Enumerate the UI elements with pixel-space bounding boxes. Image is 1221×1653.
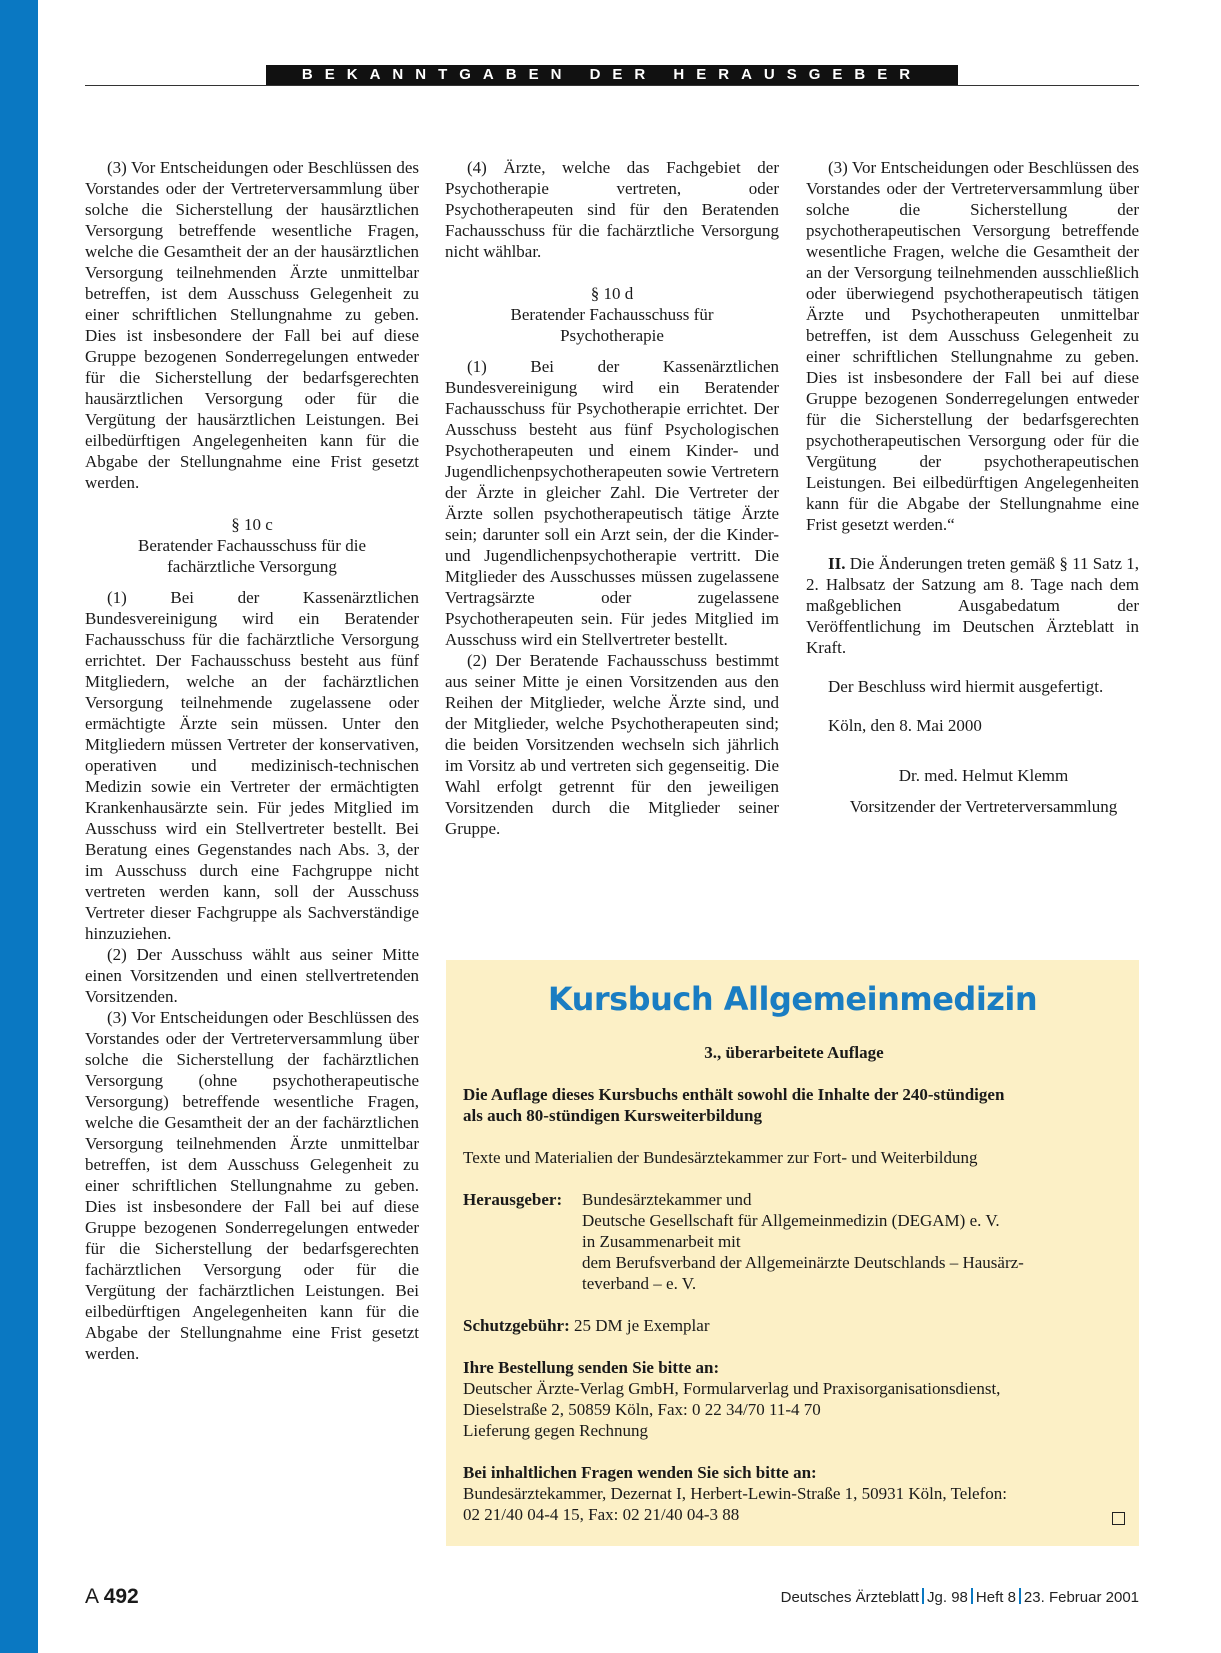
edition-subtitle: 3., überarbeitete Auflage [704,1043,884,1062]
editor-line: Bundesärztekammer und [582,1190,752,1209]
paragraph: (3) Vor Entscheidungen oder Beschlüssen des Vorstandes oder der Vertreterversammlung über solche die Sicherstellung der fachärztlichen Versorgung (ohne psychotherapeutische Versorgung) betreffende wesentliche Fragen, welche die Gesamtheit der an der fachärztlichen Versorgung teilnehmenden Ärzte unmittelbar betreffen, ist dem Ausschuss Gelegenheit zu einer schriftlichen Stellungnahme zu geben. Dies ist insbesondere der Fall bei auf diese Gruppe bezogenen Sonderregelungen entweder für die Sicherstellung der bedarfsgerechten fachärztlichen Versorgung oder für die Vergütung der fachärztlichen Leistungen. Bei eilbedürftigen Angelegenheiten kann für die Abgabe der Stellungnahme eine Frist gesetzt werden. [85,1008,419,1363]
paragraph: (1) Bei der Kassenärztlichen Bundesvereinigung wird ein Beratender Fachausschuss für die fachärztliche Versorgung errichtet. Der Fachausschuss besteht aus fünf Mitgliedern, welche an der fachärztlichen Versorgung teilnehmende zugelassene oder ermächtigte Ärzte sein müssen. Unter den Mitgliedern müssen Vertreter der konservativen, operativen und medizinisch-technischen Medizin sowie ein Vertreter der ermächtigten Krankenhausärzte sein. Für jedes Mitglied im Ausschuss wird ein Stellvertreter bestellt. Bei Beratung eines Gegenstandes nach Abs. 3, der im Ausschuss durch eine Fachgruppe nicht vertreten werden kann, soll der Ausschuss Vertreter dieser Fachgruppe als Sachverständige hinzuziehen. [85,588,419,943]
paragraph: (1) Bei der Kassenärztlichen Bundesvereinigung wird ein Beratender Fachausschuss für Psychotherapie errichtet. Der Ausschuss besteht aus fünf Psychologischen Psychotherapeuten und einem Kinder- und Jugendlichenpsychotherapeuten sowie Vertretern der Ärzte in gleicher Zahl. Die Vertreter der Ärzte sollen psychotherapeutisch tätige Ärzte sein; darunter soll ein Arzt sein, der die Kinder- und Jugendlichenpsychotherapie vertritt. Die Mitglieder des Ausschusses müssen zugelassene Vertragsärzte oder zugelassene Psychotherapeuten sein. Für jedes Mitglied im Ausschuss wird ein Stellvertreter bestellt. [445,357,779,649]
page-prefix: A [85,1585,98,1608]
contact-line: 02 21/40 04-4 15, Fax: 02 21/40 04-3 88 [463,1505,740,1524]
order-line: Lieferung gegen Rechnung [463,1421,649,1440]
order-line: Deutscher Ärzte-Verlag GmbH, Formularverlag und Praxisorganisationsdienst, [463,1379,1001,1398]
header-rule [85,85,1139,86]
paragraph: (3) Vor Entscheidungen oder Beschlüssen des Vorstandes oder der Vertreterversammlung über solche die Sicherstellung der psychotherapeutischen Versorgung betreffende wesentliche Fragen, welche die Gesamtheit der an der Versorgung teilnehmenden ausschließlich oder überwiegend psychotherapeutisch tätigen Ärzte und Psychotherapeuten unmittelbar betreffen, ist dem Ausschuss Gelegenheit zu einer schriftlichen Stellungnahme zu geben. Dies ist insbesondere der Fall bei auf diese Gruppe bezogenen Sonderregelungen entweder für die Sicherstellung der bedarfsgerechten psychotherapeutischen Versorgung oder für die Vergütung der psychotherapeutischen Leistungen. Bei eilbedürftigen Angelegenheiten kann für die Abgabe der Stellungnahme eine Frist gesetzt werden.“ [806,158,1139,534]
place-date: Köln, den 8. Mai 2000 [828,716,982,735]
paragraph: (3) Vor Entscheidungen oder Beschlüssen des Vorstandes oder der Vertreterversammlung über solche die Sicherstellung der hausärztlichen Versorgung betreffende wesentliche Fragen, welche die Gesamtheit der an der hausärztlichen Versorgung teilnehmenden Ärzte unmittelbar betreffen, ist dem Ausschuss Gelegenheit zu einer schriftlichen Stellungnahme zu geben. Dies ist insbesondere der Fall bei auf diese Gruppe bezogenen Sonderregelungen entweder für die Sicherstellung der bedarfsgerechten hausärztlichen Versorgung oder für die Vergütung der hausärztlichen Leistungen. Bei eilbedürftigen Angelegenheiten kann für die Abgabe der Stellungnahme eine Frist gesetzt werden. [85,158,419,492]
intro-line: als auch 80-stündigen Kursweiterbildung [463,1106,762,1125]
issue-date: 23. Februar 2001 [1023,1589,1139,1606]
paragraph: (2) Der Ausschuss wählt aus seiner Mitte einen Vorsitzenden und einen stellvertretenden Vorsitzenden. [85,945,419,1006]
order-line: Dieselstraße 2, 50859 Köln, Fax: 0 22 34/70 11-4 70 [463,1400,821,1419]
separator [922,1588,924,1604]
box-content [463,1042,1125,1525]
section-header: BEKANNTGABEN DER HERAUSGEBER [266,65,958,85]
separator [1019,1588,1021,1604]
paragraph [806,553,1139,658]
contact-line: Bundesärztekammer, Dezernat I, Herbert-Lewin-Straße 1, 50931 Köln, Telefon: [463,1484,1007,1503]
journal-name: Deutsches Ärzteblatt [780,1589,920,1606]
fee-label: Schutzgebühr: [463,1316,570,1335]
paragraph: (2) Der Beratende Fachausschuss bestimmt aus seiner Mitte je einen Vorsitzenden aus den Reihen der Mitglieder, welche Ärzte sind, und der Mitglieder, welche Psychotherapeuten sind; die beiden Vorsitzenden wechseln sich jährlich im Vorsitz ab und vertreten sich gegenseitig. Die Wahl erfolgt getrennt für den jeweiligen Vorsitzenden durch die Mitglieder seiner Gruppe. [445,651,779,838]
box-title: Kursbuch Allgemeinmedizin [547,980,1038,1018]
left-color-bar [0,0,38,1653]
page-num: 492 [103,1585,139,1608]
editor-line: dem Berufsverband der Allgemeinärzte Deutschlands – Hausärz- [582,1253,1024,1272]
editors-label: Herausgeber: [463,1190,563,1209]
fee-line [463,1315,1125,1336]
contact-label: Bei inhaltlichen Fragen wenden Sie sich bitte an: [463,1463,817,1482]
section-title: Beratender Fachausschuss für die [137,536,366,555]
column-1 [85,157,419,1364]
section-number: § 10 d [590,284,634,303]
page-number [85,1585,139,1609]
editor-line: teverband – e. V. [582,1274,697,1293]
roman-numeral: II. [828,554,846,573]
section-title: Beratender Fachausschuss für [510,305,714,324]
editor-line: in Zusammenarbeit mit [582,1232,741,1251]
paragraph-text: Die Änderungen treten gemäß § 11 Satz 1, 2. Halbsatz der Satzung am 8. Tage nach dem maßgeblichen Ausgabedatum der Veröffentlichung im Deutschen Ärzteblatt in Kraft. [806,554,1139,657]
paragraph: Der Beschluss wird hiermit ausgefertigt. [828,677,1104,696]
fee-value: 25 DM je Exemplar [569,1316,710,1335]
intro-line: Die Auflage dieses Kursbuchs enthält sowohl die Inhalte der 240-stündigen [463,1085,1005,1104]
footer-citation [781,1588,1139,1606]
section-title: fachärztliche Versorgung [167,557,337,576]
advertisement-box [446,960,1139,1546]
editors-block [463,1189,1125,1294]
signature-role: Vorsitzender der Vertreterversammlung [849,797,1118,816]
texts-line: Texte und Materialien der Bundesärztekammer zur Fort- und Weiterbildung [463,1148,978,1167]
paragraph: (4) Ärzte, welche das Fachgebiet der Psychotherapie vertreten, oder Psychotherapeuten sind für den Beratenden Fachausschuss für die fachärztliche Versorgung nicht wählbar. [445,158,779,261]
separator [971,1588,973,1604]
editor-line: Deutsche Gesellschaft für Allgemeinmedizin (DEGAM) e. V. [582,1211,1000,1230]
end-square-icon [1112,1512,1125,1525]
order-label: Ihre Bestellung senden Sie bitte an: [463,1358,720,1377]
section-number: § 10 c [231,515,273,534]
section-title: Psychotherapie [560,326,664,345]
signature-name: Dr. med. Helmut Klemm [898,766,1069,785]
column-3 [806,157,1139,817]
volume: Jg. 98 [927,1589,968,1606]
column-2 [445,157,779,839]
issue: Heft 8 [975,1589,1016,1606]
